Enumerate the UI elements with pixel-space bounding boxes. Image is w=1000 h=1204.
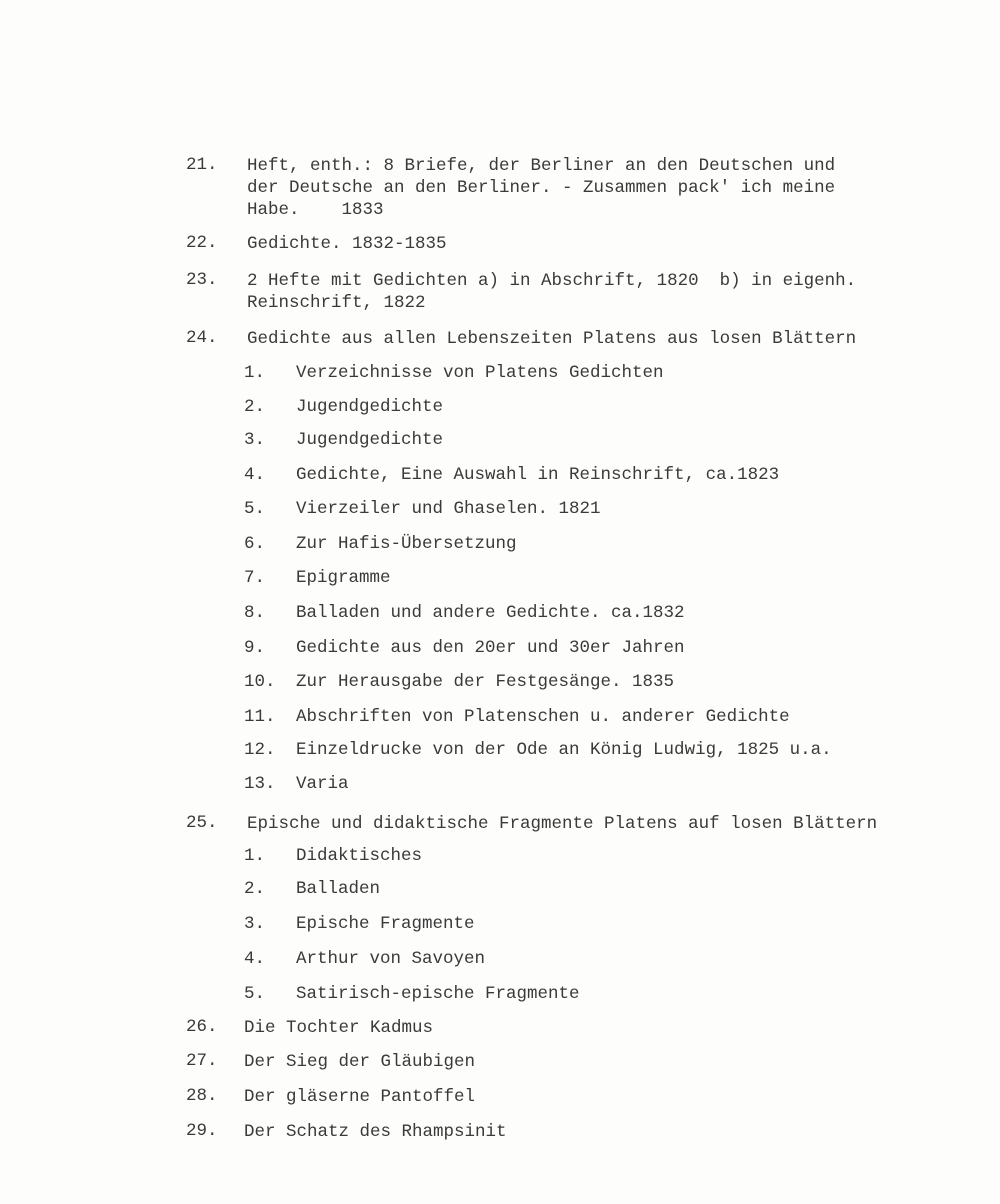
subitem-text: Gedichte, Eine Auswahl in Reinschrift, ca.1823 (296, 465, 780, 485)
entry-text (244, 1051, 1000, 1073)
entry-number: 27. (186, 1051, 218, 1071)
subitem-number: 7. (244, 568, 266, 588)
subitem-number: 5. (244, 984, 266, 1004)
subitem-number: 13. (244, 774, 276, 794)
subitem-number: 10. (244, 672, 276, 692)
entry-line: Reinschrift, 1822 (247, 293, 426, 313)
subitem-text: Arthur von Savoyen (296, 949, 486, 969)
entry-line: Epische und didaktische Fragmente Platens auf losen Blättern (247, 814, 878, 834)
subitem-text: Abschriften von Platenschen u. anderer Gedichte (296, 707, 790, 727)
subitem-text: Epigramme (296, 568, 391, 588)
subitem-number: 1. (244, 363, 266, 383)
subitem-number: 4. (244, 949, 266, 969)
subitem-text: Balladen und andere Gedichte. ca.1832 (296, 603, 685, 623)
subitem-number: 6. (244, 534, 266, 554)
subitem-text: Verzeichnisse von Platens Gedichten (296, 363, 664, 383)
subitem-text: Balladen (296, 879, 381, 899)
entry-number: 23. (186, 270, 218, 290)
entry-number: 28. (186, 1086, 218, 1106)
subitem-number: 3. (244, 914, 266, 934)
subitem-number: 9. (244, 638, 266, 658)
entry-text (247, 155, 1000, 221)
subitem-text: Vierzeiler und Ghaselen. 1821 (296, 499, 601, 519)
subitem-number: 1. (244, 846, 266, 866)
subitem-text: Gedichte aus den 20er und 30er Jahren (296, 638, 685, 658)
entry-line: Gedichte. 1832-1835 (247, 234, 447, 254)
subitem-number: 12. (244, 740, 276, 760)
subitem-number: 2. (244, 397, 266, 417)
entry-line: Der Schatz des Rhampsinit (244, 1122, 507, 1142)
subitem-number: 3. (244, 430, 266, 450)
entry-number: 25. (186, 813, 218, 833)
entry-text (244, 1121, 1000, 1143)
entry-text (247, 233, 1000, 255)
entry-text (247, 813, 1000, 835)
subitem-text: Jugendgedichte (296, 397, 444, 417)
subitem-text: Einzeldrucke von der Ode an König Ludwig, 1825 u.a. (296, 740, 832, 760)
entry-line: Die Tochter Kadmus (244, 1018, 434, 1038)
subitem-text: Zur Herausgabe der Festgesänge. 1835 (296, 672, 675, 692)
subitem-text: Epische Fragmente (296, 914, 475, 934)
subitem-text: Satirisch-epische Fragmente (296, 984, 580, 1004)
entry-number: 24. (186, 328, 218, 348)
subitem-number: 4. (244, 465, 266, 485)
subitem-number: 5. (244, 499, 266, 519)
subitem-number: 8. (244, 603, 266, 623)
entry-line: Der Sieg der Gläubigen (244, 1052, 476, 1072)
entry-text (247, 328, 1000, 350)
subitem-text: Zur Hafis-Übersetzung (296, 534, 517, 554)
entry-line: Heft, enth.: 8 Briefe, der Berliner an den Deutschen und (247, 156, 836, 176)
entry-line: 2 Hefte mit Gedichten a) in Abschrift, 1820 b) in eigenh. (247, 271, 857, 291)
entry-text (244, 1017, 1000, 1039)
entry-line: der Deutsche an den Berliner. - Zusammen pack' ich meine (247, 178, 836, 198)
entry-number: 22. (186, 233, 218, 253)
entry-line: Der gläserne Pantoffel (244, 1087, 476, 1107)
entry-line: Gedichte aus allen Lebenszeiten Platens aus losen Blättern (247, 329, 857, 349)
entry-number: 26. (186, 1017, 218, 1037)
subitem-number: 2. (244, 879, 266, 899)
subitem-text: Jugendgedichte (296, 430, 444, 450)
entry-line: Habe. 1833 (247, 200, 384, 220)
entry-number: 29. (186, 1121, 218, 1141)
entry-text (247, 270, 1000, 314)
entry-text (244, 1086, 1000, 1108)
subitem-number: 11. (244, 707, 276, 727)
subitem-text: Varia (296, 774, 349, 794)
entry-number: 21. (186, 155, 218, 175)
subitem-text: Didaktisches (296, 846, 423, 866)
